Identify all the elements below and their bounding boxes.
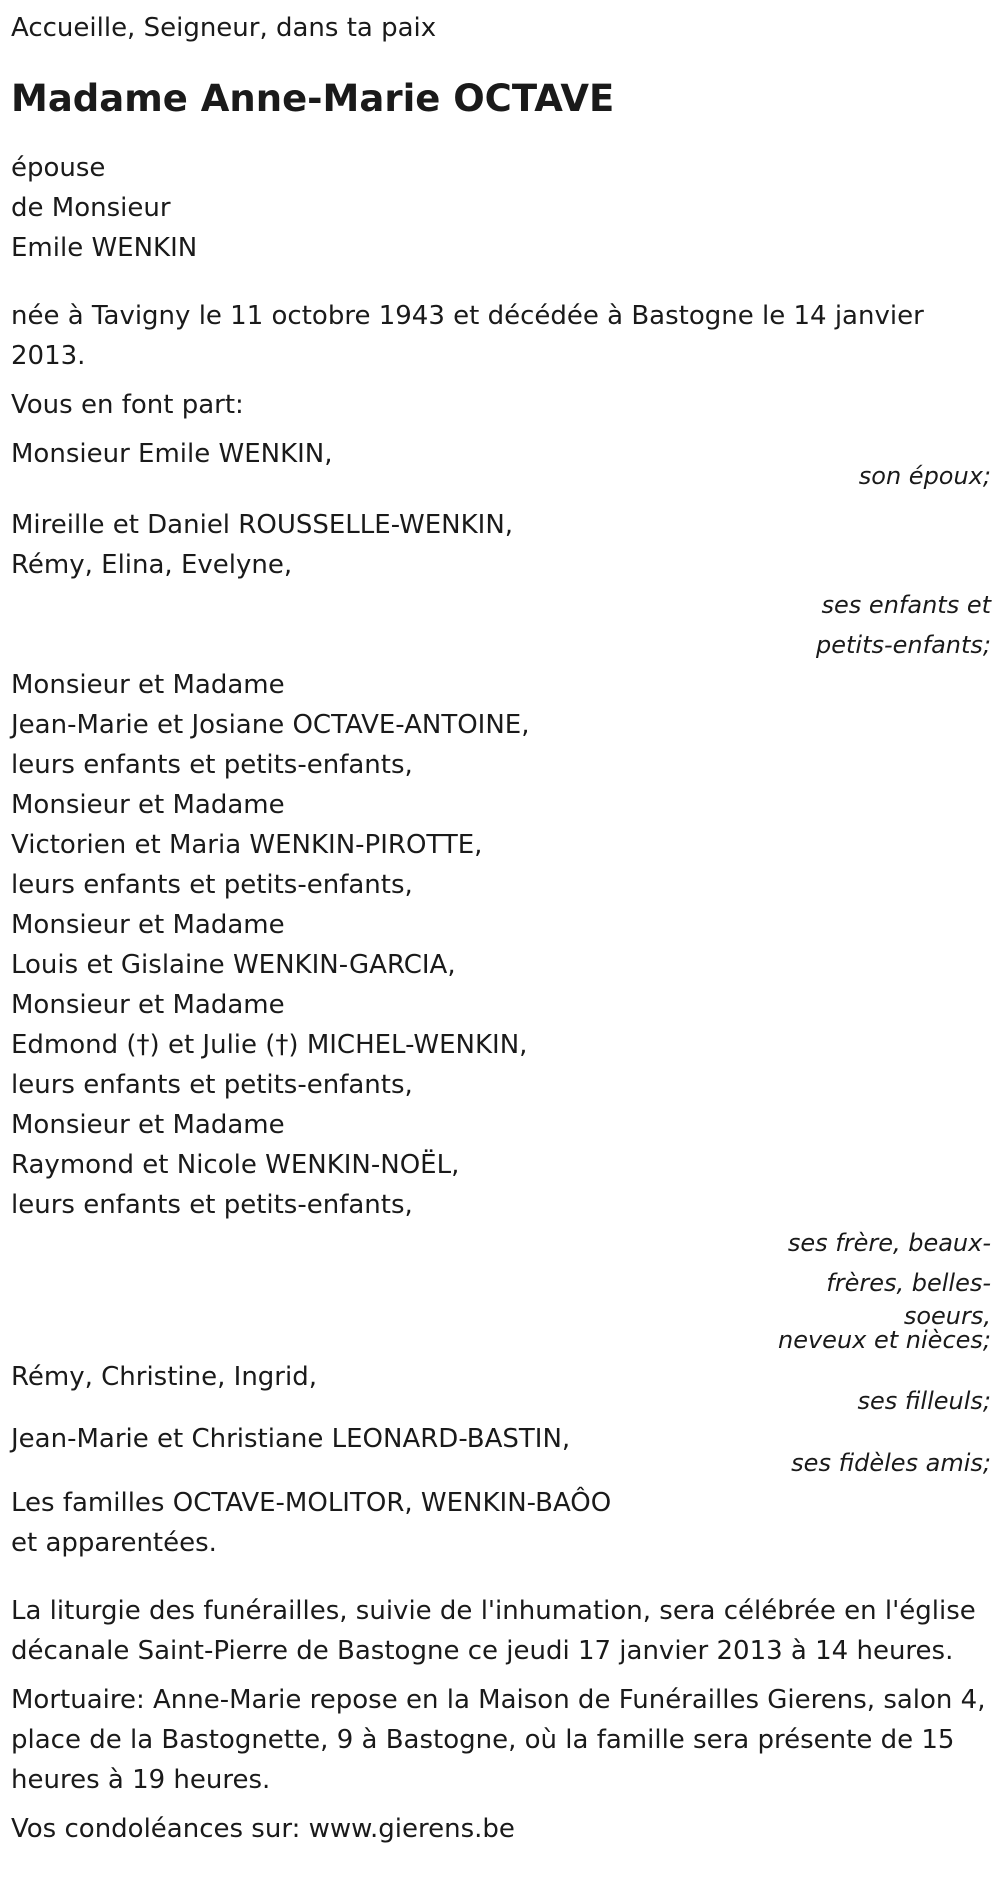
- children-line-2: Rémy, Elina, Evelyne,: [11, 550, 293, 580]
- siblings-role-1: ses frère, beaux-: [787, 1229, 991, 1257]
- husband-name: Monsieur Emile WENKIN,: [11, 439, 333, 469]
- sibling-line: Edmond (†) et Julie (†) MICHEL-WENKIN,: [11, 1030, 528, 1060]
- mortuary-text: Mortuaire: Anne-Marie repose en la Maison de Funérailles Gierens, salon 4, place de la Bastognette, 9 à Bastogne, où la famille sera présente de 15 heures à 19 heures.: [11, 1685, 986, 1795]
- siblings-block: [11, 665, 991, 1354]
- deceased-name: Madame Anne-Marie OCTAVE: [11, 77, 615, 120]
- sibling-line: Victorien et Maria WENKIN-PIROTTE,: [11, 830, 483, 860]
- sibling-line: leurs enfants et petits-enfants,: [11, 870, 413, 900]
- sibling-line: Monsieur et Madame: [11, 910, 285, 940]
- spouse-line-1: épouse: [11, 153, 106, 183]
- sibling-line: Monsieur et Madame: [11, 670, 285, 700]
- friends-names: Jean-Marie et Christiane LEONARD-BASTIN,: [11, 1424, 571, 1454]
- siblings-role-3: soeurs,: [903, 1302, 991, 1330]
- spouse-line-3: Emile WENKIN: [11, 233, 198, 263]
- opening-prayer: Accueille, Seigneur, dans ta paix: [11, 13, 437, 43]
- siblings-role: [771, 1223, 991, 1354]
- announce-intro: Vous en font part:: [11, 390, 244, 420]
- families-line-1: Les familles OCTAVE-MOLITOR, WENKIN-BAÔO: [11, 1488, 612, 1518]
- sibling-line: leurs enfants et petits-enfants,: [11, 750, 413, 780]
- friends-role: ses fidèles amis;: [791, 1449, 991, 1477]
- sibling-line: leurs enfants et petits-enfants,: [11, 1070, 413, 1100]
- siblings-role-4: neveux et nièces;: [778, 1326, 991, 1354]
- sibling-line: Louis et Gislaine WENKIN-GARCIA,: [11, 950, 456, 980]
- liturgy-text: La liturgie des funérailles, suivie de l'inhumation, sera célébrée en l'église décanale Saint-Pierre de Bastogne ce jeudi 17 janvier 2013 à 14 heures.: [11, 1596, 976, 1666]
- children-block: [11, 505, 991, 665]
- sibling-line: Jean-Marie et Josiane OCTAVE-ANTOINE,: [11, 710, 530, 740]
- godchildren-role: ses filleuls;: [857, 1387, 991, 1415]
- husband-role: son époux;: [858, 462, 991, 490]
- sibling-line: Monsieur et Madame: [11, 790, 285, 820]
- spouse-block: [11, 148, 991, 268]
- friends-block: [11, 1419, 991, 1483]
- children-role-2: petits-enfants;: [816, 631, 991, 659]
- godchildren-names: Rémy, Christine, Ingrid,: [11, 1362, 317, 1392]
- siblings-role-2: frères, belles-: [826, 1269, 991, 1297]
- obituary-notice: [11, 8, 991, 1849]
- sibling-line: Monsieur et Madame: [11, 1110, 285, 1140]
- birth-death-text: née à Tavigny le 11 octobre 1943 et décédée à Bastogne le 14 janvier 2013.: [11, 301, 924, 371]
- condolences-text: Vos condoléances sur: www.gierens.be: [11, 1814, 515, 1844]
- children-role-1: ses enfants et: [821, 591, 991, 619]
- sibling-line: Monsieur et Madame: [11, 990, 285, 1020]
- godchildren-block: [11, 1357, 991, 1421]
- sibling-line: Raymond et Nicole WENKIN-NOËL,: [11, 1150, 460, 1180]
- sibling-line: leurs enfants et petits-enfants,: [11, 1190, 413, 1220]
- children-line-1: Mireille et Daniel ROUSSELLE-WENKIN,: [11, 510, 514, 540]
- husband-block: [11, 434, 991, 496]
- families-line-2: et apparentées.: [11, 1528, 217, 1558]
- families-block: [11, 1483, 991, 1563]
- spouse-line-2: de Monsieur: [11, 193, 171, 223]
